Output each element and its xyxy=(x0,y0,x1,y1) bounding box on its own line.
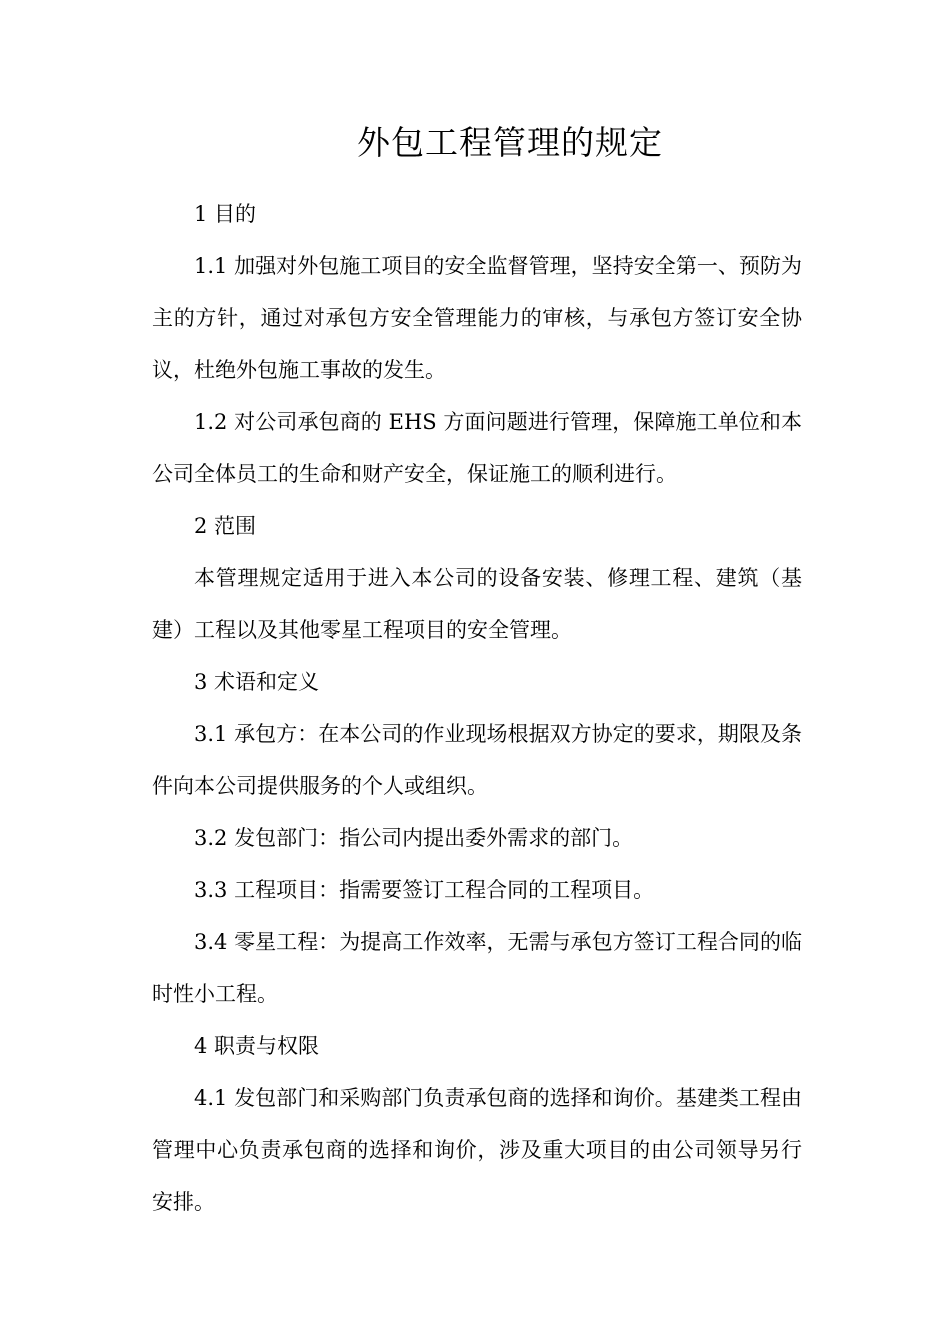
paragraph-1-2: 1.2 对公司承包商的 EHS 方面问题进行管理，保障施工单位和本公司全体员工的生命和财产安全，保证施工的顺利进行。 xyxy=(152,410,802,486)
section-heading-scope: 2 范围 xyxy=(194,514,257,538)
paragraph-3-1: 3.1 承包方：在本公司的作业现场根据双方协定的要求，期限及条件向本公司提供服务的个人或组织。 xyxy=(152,722,802,798)
paragraph-1-1: 1.1 加强对外包施工项目的安全监督管理，坚持安全第一、预防为主的方针，通过对承包方安全管理能力的审核，与承包方签订安全协议，杜绝外包施工事故的发生。 xyxy=(152,254,802,382)
paragraph-4-1: 4.1 发包部门和采购部门负责承包商的选择和询价。基建类工程由管理中心负责承包商的选择和询价，涉及重大项目的由公司领导另行安排。 xyxy=(152,1086,802,1214)
paragraph-3-4: 3.4 零星工程：为提高工作效率，无需与承包方签订工程合同的临时性小工程。 xyxy=(152,930,802,1006)
document-body xyxy=(152,188,802,1228)
section-heading-purpose: 1 目的 xyxy=(194,202,257,226)
paragraph-scope: 本管理规定适用于进入本公司的设备安装、修理工程、建筑（基建）工程以及其他零星工程项目的安全管理。 xyxy=(152,566,802,642)
section-heading-responsibilities: 4 职责与权限 xyxy=(194,1034,320,1058)
paragraph-3-3: 3.3 工程项目：指需要签订工程合同的工程项目。 xyxy=(194,878,655,902)
section-heading-terms: 3 术语和定义 xyxy=(194,670,320,694)
document-title: 外包工程管理的规定 xyxy=(357,123,663,162)
paragraph-3-2: 3.2 发包部门：指公司内提出委外需求的部门。 xyxy=(194,826,634,850)
